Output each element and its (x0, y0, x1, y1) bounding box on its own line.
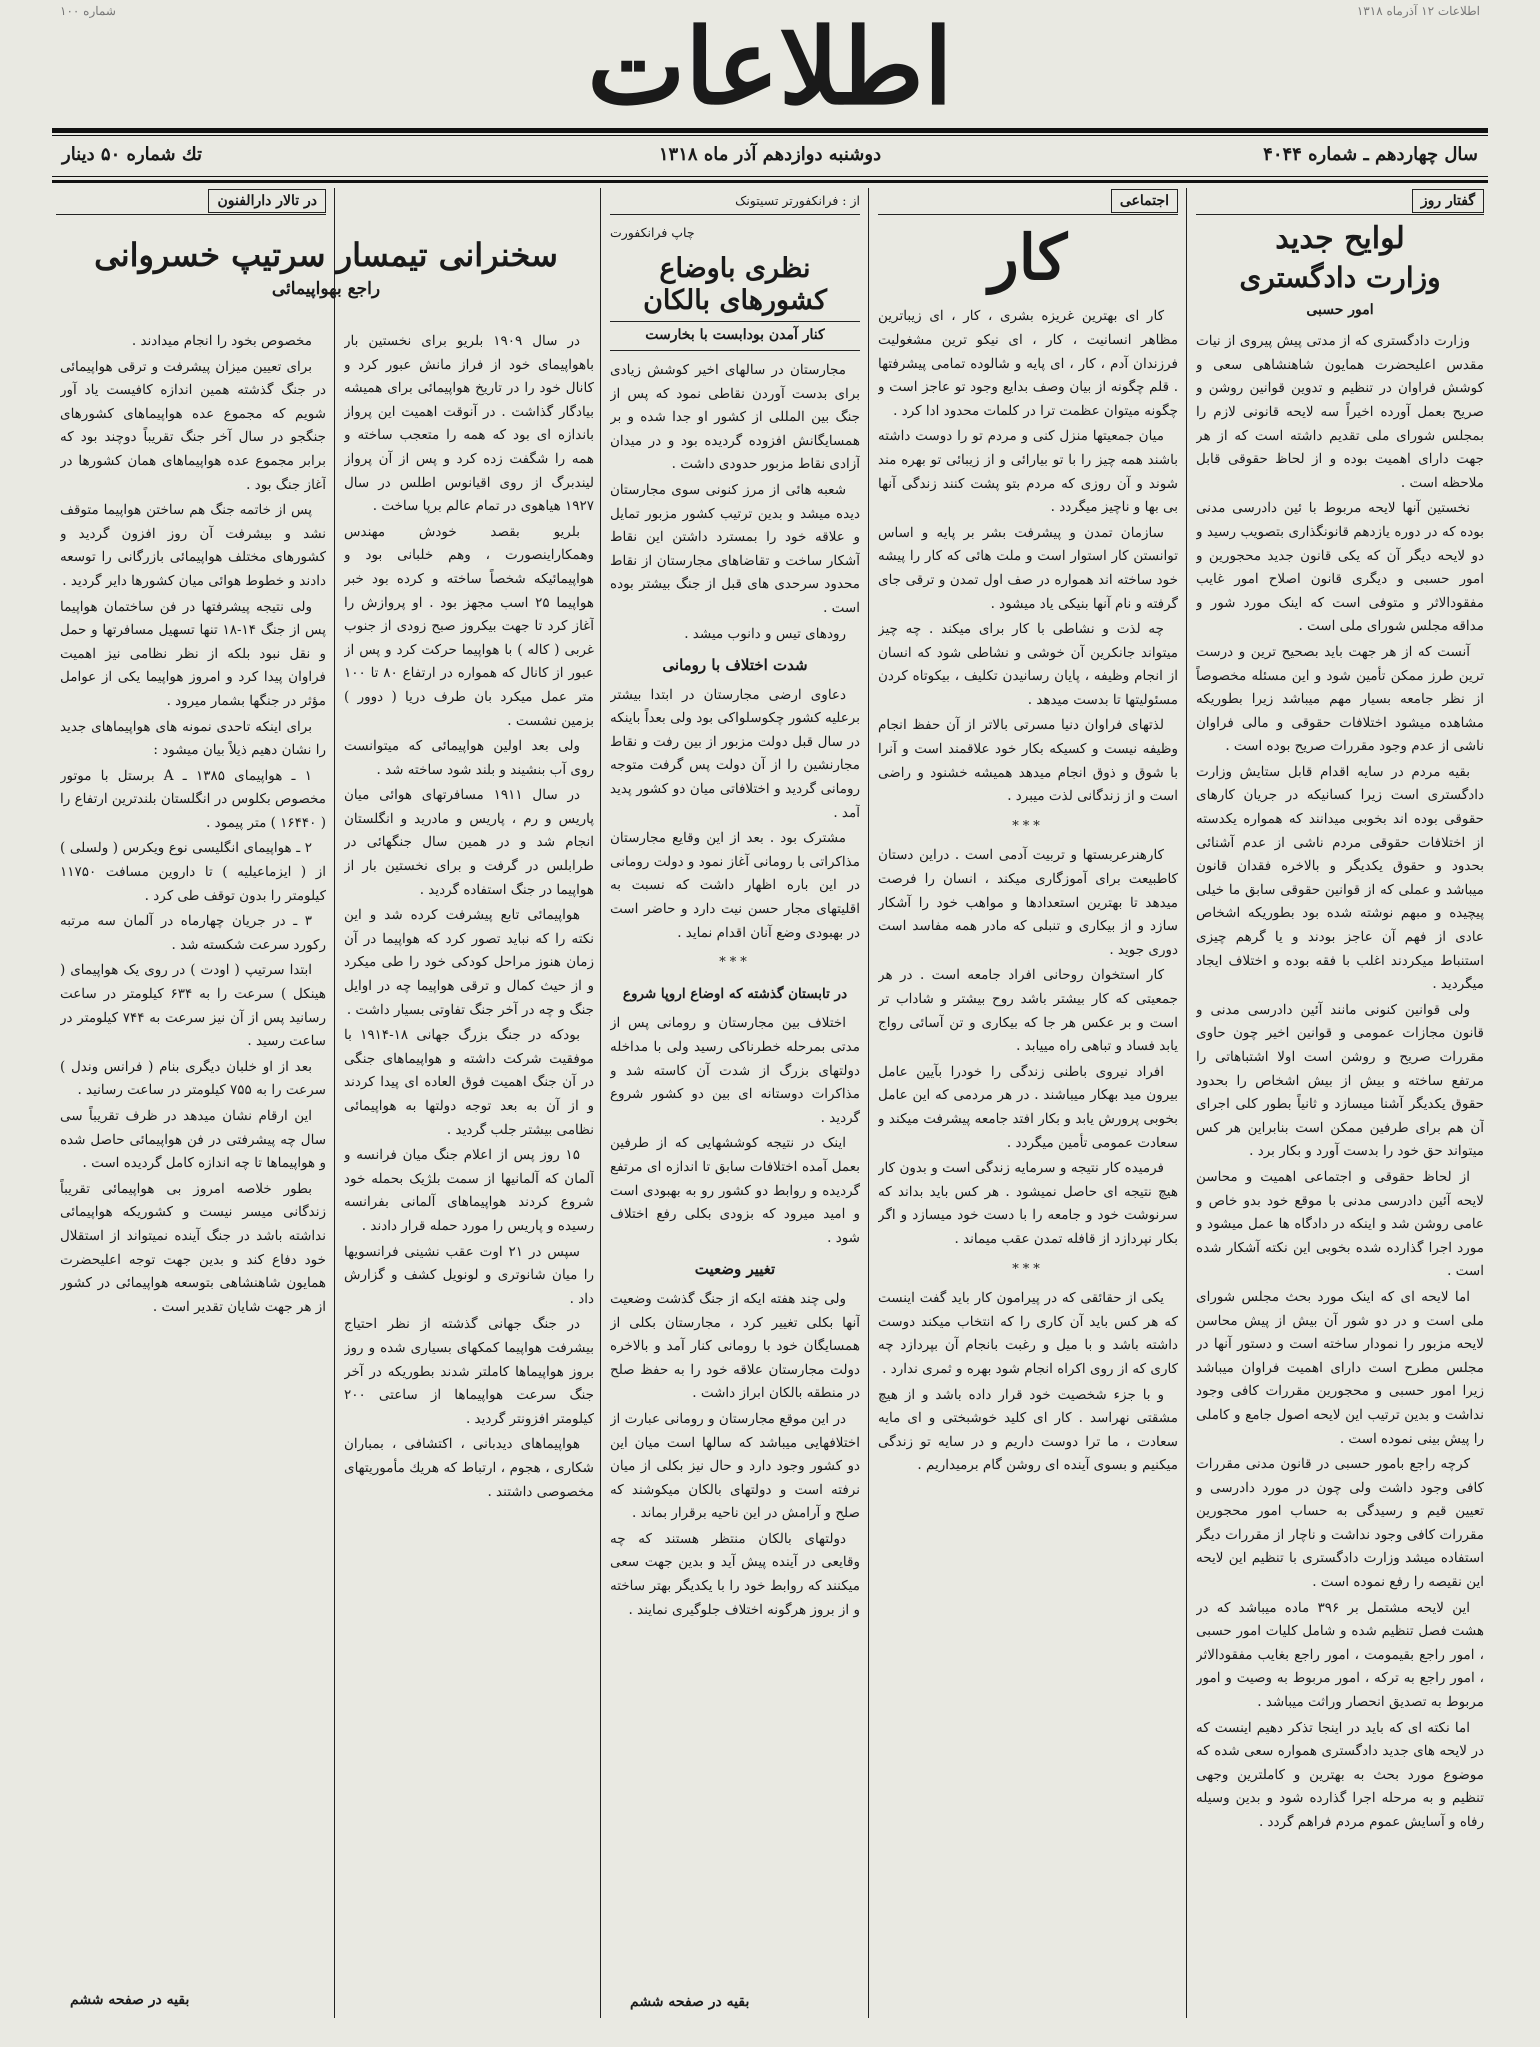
paragraph: بطور خلاصه امروز بی هواپیمائی تقریباً زندگانی میسر نیست و کشوریکه هواپیمائی نداشته باشد در جنگ آینده نمیتواند از استقلال خود دفاع کند و بدین جهت توجه اعلیحضرت همایون شاهنشاهی بتوسعه هواپیمائی در کشور از هر جهت شایان تقدیر است . (60, 1180, 326, 1315)
paragraph: افراد نیروی باطنی زندگی را خودرا بآیین عامل بیرون مید بهکار میباشند . در هر مردمی که این عامل بخوبی پرورش یابد و بکار افتد جامعه پیشرفت میکند و سعادت عمومی تأمین میگردد . (878, 1063, 1178, 1151)
aviation-subcolumn-right (344, 330, 594, 1990)
column-balkans (610, 188, 860, 2018)
column-header (56, 188, 326, 215)
paragraph: بودکه در جنگ بزرگ جهانی ۱۸-۱۹۱۴ با موفقیت شرکت داشته و هواپیماهای جنگی در آن جنگ اهمیت فوق العاده ای پیدا کردند و از آن به بعد توجه دولتها به هواپیمائی نظامی بیشتر جلب گردید . (344, 1027, 594, 1138)
article-headline: کار (988, 221, 1068, 294)
paragraph: سپس در ۲۱ اوت عقب نشینی فرانسویها را میان شانوتری و لونویل کشف و گزارش داد . (344, 1243, 594, 1307)
paragraph: در سال ۱۹۱۱ مسافرتهای هوائی میان پاریس و رم ، پاریس و مادرید و انگلستان انجام شد و در همین سال جنگهائی در طرابلس در گرفت و برای نخستین بار از هواپیما در جنگ استفاده گردید . (344, 787, 594, 898)
paragraph: مخصوص بخود را انجام میدادند . (131, 333, 312, 349)
section-label: اجتماعی (1111, 189, 1178, 213)
masthead-rule (52, 128, 1488, 133)
paragraph: ۱ ـ هواپیمای ۱۳۸۵ ـ A برستل با موتور مخصوص بکلوس در انگلستان بلندترین ارتفاع را ( ۱۶۴۴۰ ) متر پیمود . (60, 767, 326, 831)
dateline-rule-thick (52, 180, 1488, 183)
section-label: در تالار دارالفنون (208, 189, 326, 213)
paragraph: سازمان تمدن و پیشرفت بشر بر پایه و اساس توانستن کار استوار است و ملت هائی که کار را پیشه خود ساخته اند همواره در صف اول تمدن و ترقی جای گرفته و نام آنها بنیکی یاد میشود . (878, 524, 1178, 612)
column-social (878, 188, 1178, 2018)
paragraph: فرمیده کار نتیجه و سرمایه زندگی است و بدون کار هیچ نتیجه ای حاصل نمیشود . هر کس باید بداند که سرنوشت خود و جامعه را با دست خود میسازد و اگر بکار نپردازد از قافله تمدن عقب میماند . (878, 1160, 1178, 1247)
article-headline-2: وزارت دادگستری (1239, 261, 1441, 294)
paragraph: کار استخوان روحانی افراد جامعه است . در هر جمعیتی که کار بیشتر باشد روح بیشتر و شاداب تر است و بر عکس هر جا که بیکاری و تن آسائی رواج یابد فساد و تباهی راه مییابد . (878, 967, 1178, 1055)
aviation-headline-block (56, 224, 596, 344)
paragraph: ابتدا سرتیپ ( اودت ) در روی یک هواپیمای ( هینکل ) سرعت را به ۶۳۴ کیلومتر در ساعت رسانید پس از آن نیز سرعت به ۷۴۴ کیلومتر در ساعت رسید . (60, 962, 326, 1050)
paragraph: ولی چند هفته ایکه از جنگ گذشت وضعیت آنها بکلی تغییر کرد ، مجارستان بکلی از همسایگان خود با رومانی کنار آمد و بالاخره دولت مجارستان علاقه خود را به حفظ صلح در منطقه بالکان ابراز داشت . (610, 1290, 860, 1402)
paragraph: ولی بعد اولین هواپیمائی که میتوانست روی آب بنشیند و بلند شود ساخته شد . (344, 738, 594, 778)
paragraph: کارهنرعربستها و تربیت آدمی است . دراین دستان کاطبیعت برای آموزگاری میکند ، انسان را فرصت میدهد تا بهترین استعدادها و مواهب خود را آشکار سازد و از بیکاری و تنبلی که مادر همه مفاسد است دوری جوید . (878, 847, 1178, 958)
column-header (1196, 188, 1484, 215)
paragraph: ولی قوانین کنونی مانند آئین دادرسی مدنی و قانون مجازات عمومی و قوانین اخیر چون حاوی مقررات صریح و روشن است اولا اشتباهاتی را مرتفع ساخته و بیش از بیش اشخاص را بحدود حقوق یکدیگر آشنا میسازد و ثانیاً بطور کلی اجرای آن هم برای طرفین ممکن است بنابراین هر کس میتواند حق خود را بدست آورد و بکار برد . (1196, 1001, 1484, 1160)
article-headline: نظری باوضاع کشورهای بالکان (643, 252, 827, 316)
paragraph: در سال ۱۹۰۹ بلریو برای نخستین بار باهواپیمای خود از فراز مانش عبور کرد و کانال خود را در تاریخ هواپیمائی برای همیشه بیادگار گذاشت . در آنوقت اهمیت این پرواز باندازه ای بود که همه را متعجب ساخته و همه را شگفت زده کرد و پس از آن پرواز لیندبرگ از روی اقیانوس اطلس در سال ۱۹۲۷ هیاهوی در تمام عالم برپا ساخت . (344, 333, 594, 515)
paragraph: چه لذت و نشاطی با کار برای میکند . چه چیز میتواند جانکرین آن خوشی و نشاطی شود که انسان از انجام وظیفه ، پایان رسانیدن تکلیف ، بیکوتاه کردن مسئولیتها تا بدست میدهد . (878, 621, 1178, 708)
section-divider: *** (1012, 1261, 1044, 1277)
subheading: تغییر وضعیت (694, 1260, 776, 1279)
source-sub: چاپ فرانکفورت (610, 225, 695, 240)
paragraph: برای تعیین میزان پیشرفت و ترقی هواپیمائی در جنگ گذشته همین اندازه کافیست یاد آور شویم که مجموع عده هواپیماهای کشورهای جنگجو در سال آخر جنگ تقریباً دوچند بود که برابر مجموع عده هواپیماهای همان کشورها در آغاز جنگ بود . (60, 358, 326, 493)
column-rule (600, 188, 601, 2018)
paragraph: آنست که از هر جهت باید بصحیح ترین و درست ترین طرز ممکن تأمین شود و این مسئله مخصوصاً از نظر جامعه بسیار مهم میباشد زیرا بطوریکه مشاهده میشود اختلافات حقوقی و مالی فراوان ناشی از عدم وجود مقررات صریح بوده است . (1196, 643, 1484, 755)
section-divider: *** (1012, 818, 1044, 834)
paragraph: دعاوی ارضی مجارستان در ابتدا بیشتر برعلیه کشور چکوسلواکی بود ولی بعداً باینکه در سال قبل دولت مزبور از بین رفت و نقاط مجارنشین را از آن دولت پس گرفت متوجه رومانی گردید و اختلافاتی میان دو کشور پدید آمد . (610, 686, 860, 821)
masthead-title: اطلاعات (587, 5, 953, 128)
paragraph: شعبه هائی از مرز کنونی سوی مجارستان دیده میشد و بدین ترتیب کشور مزبور تمایل و علاقه خود را بمسترد داشتن این نقاط آشکار ساخت و تقاضاهای مجارستان از نقاط محدود سرحدی های قبل از جنگ بیشتر بوده است . (610, 481, 860, 616)
paragraph: ولی نتیجه پیشرفتها در فن ساختمان هواپیما پس از جنگ ۱۴-۱۸ تنها تسهیل مسافرتها و حمل و نقل نبود بلکه از نظر نظامی نیز اهمیت فراوان پیدا کرد و امروز هواپیما یکی از عوامل مؤثر در جنگها بشمار میرود . (60, 598, 326, 709)
article-subtitle: راجع بهواپیمائی (271, 279, 381, 300)
paragraph: اما لایحه ای که اینک مورد بحث مجلس شورای ملی است و در دو شور آن بیش از پیش محاسن لایحه مزبور را نمودار ساخته است و دستور آنها در مجلس مطرح است دارای اهمیت فراوان میباشد زیرا امور حسبی و محجورین مقررات کافی وجود نداشت و بدین ترتیب این لایحه اصول جامع و کاملی را پیش بینی نموده است . (1196, 1288, 1484, 1447)
column-header (610, 188, 860, 215)
paragraph: و با جزء شخصیت خود قرار داده باشد و از هیچ مشقتی نهراسد . کار ای کلید خوشبختی و ای مایه سعادت ، ما ترا دوست داریم و در سایه تو زندگی میکنیم و بسوی آینده ای روشن گام برمیداریم . (878, 1386, 1178, 1474)
issue-date: دوشنبه دوازدهم آذر ماه ۱۳۱۸ (658, 144, 882, 165)
paragraph: بقیه مردم در سایه اقدام قابل ستایش وزارت دادگستری است زیرا کسانیکه در جریان کارهای حقوقی بوده اند بخوبی میدانند که همواره یکدسته از اختلافات حقوقی مردم ناشی از عدم آشنائی بحدود و حقوق یکدیگر و بالاخره فقدان قانون میباشد و عملی که از قوانین حقوقی سابق ما خیلی پیچیده و مبهم نوشته شده بود بطوریکه اشخاص عادی از فهم آن عاجز بودند و یا گرهم چیزی استنباط میکردند اغلب با فقه بوده و اختلاف ایجاد میگردید . (1196, 763, 1484, 993)
article-subtitle: امور حسبی (1306, 301, 1374, 318)
paragraph: کرچه راجع بامور حسبی در قانون مدنی مقررات کافی وجود داشت ولی چون در مورد دادرسی و تعیین قیم و رسیدگی به حساب امور محجورین مقررات کافی وجود نداشت و ناچار از مقررات دیگر استفاده میشد وزارت دادگستری با تنظیم این لایحه این نقیصه را رفع نموده است . (1196, 1456, 1484, 1591)
paragraph: ۲ ـ هواپیمای انگلیسی نوع ویکرس ( ولسلی ) از ( ایزماعیلیه ) تا داروین مسافت ۱۱۷۵۰ کیلومتر را بدون توقف طی کرد . (60, 840, 326, 904)
corner-top-right: اطلاعات ۱۲ آذرماه ۱۳۱۸ (1356, 4, 1480, 18)
issue-price: تك شماره ۵۰ دینار (62, 144, 203, 165)
source-label: از : فرانکفورتر تسیتونک (735, 193, 860, 209)
paragraph: اینک در نتیجه کوششهایی که از طرفین بعمل آمده اختلافات سابق تا اندازه ای مرتفع گردیده و روابط دو کشور رو به بهبودی است و امید میرود که بزودی بکلی رفع اختلاف شود . (610, 1135, 860, 1246)
subheading: شدت اختلاف با رومانی (662, 656, 808, 675)
continued-note: بقیه در صفحه ششم (70, 1992, 190, 2008)
article-headline: سخنرانی تیمسار سرتیپ خسروانی (94, 236, 558, 274)
paragraph: از لحاظ حقوقی و اجتماعی اهمیت و محاسن لایحه آئین دادرسی مدنی با موقع خود بدو خاص و عامی روشن شد و اینکه در دادگاه ها عمل میشود و مورد اجرا گذارده شده بخوبی این نکته آشکار شده است . (1196, 1168, 1484, 1280)
corner-top-left: ۱۰۰ شماره (60, 4, 116, 18)
paragraph: اما نکته ای که باید در اینجا تذکر دهیم اینست که در لایحه های جدید دادگستری همواره سعی شده که موضوع مورد بحث به بهترین و کاملترین وجهی تنظیم و به مرحله اجرا گذارده شود و بدین وسیله رفاه و آسایش عموم مردم فراهم گردد . (1196, 1719, 1484, 1830)
dateline-rule (52, 176, 1488, 177)
paragraph: دولتهای بالکان منتظر هستند که چه وقایعی در آینده پیش آید و بدین جهت سعی میکنند که روابط خود را با یکدیگر بهتر ساخته و از بروز هرگونه اختلاف جلوگیری نمایند . (610, 1530, 860, 1618)
subcolumn-rule (334, 330, 335, 2010)
dateline (52, 140, 1488, 170)
year-issue: سال چهاردهم ـ شماره ۴۰۴۴ (1263, 144, 1478, 165)
paragraph: ۳ ـ در جریان چهارماه در آلمان سه مرتبه رکورد سرعت شکسته شد . (60, 913, 326, 953)
subheading: در تابستان گذشته که اوضاع اروپا شروع (622, 985, 848, 1002)
continued-note: بقیه در صفحه ششم (630, 1994, 750, 2010)
paragraph: اختلاف بين مجارستان و رومانی پس از مدتی بمرحله خطرناکی رسید ولی با مداخله دولتهای بزرگ از شدت آن کاسته شد و مذاکرات دوستانه ای بین دو کشور شروع گردید . (610, 1015, 860, 1126)
paragraph: مشترک بود . بعد از این وقایع مجارستان مذاکراتی با رومانی آغاز نمود و دولت رومانی در این باره اظهار داشت که نسبت به اقلیتهای مجار حسن نیت دارد و حاضر است در بهبودی وضع آنان اقدام نماید . (610, 830, 860, 941)
section-label: گفتار روز (1412, 189, 1484, 213)
article-subtitle: کنار آمدن بودابست با بخارست (610, 321, 860, 351)
paragraph: مجارستان در سالهای اخیر کوشش زیادی برای بدست آوردن نقاطی نمود که پس از جنگ بین المللی از کشور او جدا شده و بر همسایگانش افزوده گردیده بود و در میدان آزادی نقاط مزبور حدودی داشت . (610, 361, 860, 473)
aviation-subcolumn-left (60, 330, 326, 1980)
paragraph: پس از خاتمه جنگ هم ساختن هواپیما متوقف نشد و بیشرفت آن روز افزون گردید و کشورهای مختلف هواپیمائی بازرگانی را توسعه دادند و خطوط هوائی میان کشورها دایر گردید . (60, 502, 326, 589)
paragraph: هواپیماهای دیدبانی ، اکتشافی ، بمباران شکاری ، هجوم ، ارتباط که هریك مأموریتهای مخصوصی داشتند . (344, 1436, 594, 1500)
masthead-rule-thin (52, 135, 1488, 136)
paragraph: در جنگ جهانی گذشته از نظر احتیاج بیشرفت هواپیما کمکهای بسیاری شده و روز بروز هواپیماها کاملتر شدند بطوریکه در آخر جنگ سرعت هواپیماها از ساعتی ۲۰۰ کیلومتر افزونتر گردید . (344, 1316, 594, 1427)
paragraph: میان جمعیتها منزل کنی و مردم تو را دوست داشته باشند همه چیز را با تو بیارائی و از زیبائی تو بهره مند شوند و آن روزی که مردم بتو پشت کنند زندگی آنها بی بها و ناچیز میگردد . (878, 428, 1178, 516)
paragraph: بلریو بقصد خودش مهندس وهمکاراینصورت ، وهم خلبانی بود و هواپیمائیکه شخصاً ساخته و کرده بود خبر هواپیما ۲۵ اسب مجهز بود . او پروازش را آغاز کرد تا جهت بیکروز صبح زودی از جنوب غربی ( کاله ) با هواپیما حرکت کرد و پس از عبور از کانال که همواره در ارتفاع ۸۰ تا ۱۰۰ متر عمل میکرد بان طرف دریا ( دوور ) بزمین نشست . (344, 523, 594, 729)
article-headline: لوایح جدید (1275, 221, 1405, 256)
paragraph: لذتهای فراوان دنیا مسرتی بالاتر از آن حفظ انجام وظیفه نیست و کسیکه بکار خود علاقمند است و آنرا با شوق و ذوق انجام میدهد همیشه خشنود و راضی است و از زندگانی لذت میبرد . (878, 717, 1178, 805)
column-header (878, 188, 1178, 215)
paragraph: نخستین آنها لایحه مربوط با ئین دادرسی مدنی بوده که در دوره یازدهم قانونگذاری بتصویب رسید و دو لایحه دیگر آن که یکی قانون جدید محجورین و امور حسبی و دیگری قانون اصلاح امور غایب مفقودالاثر و متوفی است که اینک مورد شور و مداقه مجلس شورای ملی است . (1196, 500, 1484, 635)
column-rule (868, 188, 869, 2018)
paragraph: وزارت دادگستری که از مدتی پیش پیروی از نیات مقدس اعلیحضرت همایون شاهنشاهی سعی و کوشش فراوان در تنظیم و تدوین قوانین روشن و صریح بعمل آورده اخیراً سه لایحه قانونی لازم را بمجلس شورای ملی تقدیم داشته است که از هر جهت دارای اهمیت بوده و از لحاظ حقوقی قابل ملاحظه است . (1196, 333, 1484, 491)
paragraph: بعد از او خلبان دیگری بنام ( فرانس وندل ) سرعت را به ۷۵۵ کیلومتر در ساعت رسانید . (60, 1058, 326, 1099)
section-divider: *** (719, 955, 751, 971)
paragraph: برای اینکه تاحدی نمونه های هواپیماهای جدید را نشان دهیم ذیلاً بیان میشود : (60, 718, 326, 759)
column-editorial (1196, 188, 1484, 2018)
paragraph: در این موقع مجارستان و رومانی عبارت از اختلافهایی میباشد که سالها است میان این دو کشور وجود دارد و حال نیز بکلی از میان نرفته است و دولتهای بالکان میکوشند که صلح و آرامش در این ناحیه برقرار بماند . (610, 1410, 860, 1522)
paragraph: رودهای تیس و دانوب میشد . (684, 625, 846, 642)
paragraph: کار ای بهترین غریزه بشری ، کار ، ای زیباترین مظاهر انسانیت ، کار ، ای نیکو ترین مشغولیت فرزندان آدم ، کار ، ای پایه و شالوده تمامی پیشرفتها . قلم چگونه از بیان وصف بدایع وجود تو عاجز است و چگونه میتوان عظمت ترا در کلمات محدود ادا کرد . (878, 308, 1178, 419)
column-rule (1186, 188, 1187, 2018)
paragraph: این ارقام نشان میدهد در ظرف تقریباً سی سال چه پیشرفتی در فن هواپیمائی حاصل شده و هواپیماها تا چه اندازه کامل گردیده است . (60, 1108, 326, 1172)
paragraph: این لایحه مشتمل بر ۳۹۶ ماده میباشد که در هشت فصل تنظیم شده و شامل کلیات امور حسبی ، امور راجع بقیمومت ، امور راجع بغایب مفقودالاثر ، امور راجع به ترکه ، امور مربوط به وصیت و امور مربوط به تصدیق انحصار وراثت میباشد . (1196, 1599, 1484, 1711)
paragraph: یکی از حقائقی که در پیرامون کار باید گفت اینست که هر کس باید آن کاری را که انتخاب میکند دوست داشته باشد و با میل و رغبت بانجام آن بپردازد چه کاری که از روی اکراه انجام شود بهره و ثمری ندارد . (878, 1290, 1178, 1377)
paragraph: هواپیمائی تابع پیشرفت کرده شد و این نکته را که نباید تصور کرد که هواپیما در آن زمان هنوز مراحل کودکی خود را طی میکرد و از حیث کمال و ترقی هواپیما چه در اوایل جنگ و چه در آخر جنگ تفاوتی بسیار داشت . (344, 907, 594, 1018)
paragraph: ۱۵ روز پس از اعلام جنگ میان فرانسه و آلمان که آلمانیها از سمت بلژیک بحمله خود شروع کردند هواپیماهای آلمانی بفرانسه رسیده و پاریس را مورد حمله قرار دادند . (344, 1147, 594, 1234)
